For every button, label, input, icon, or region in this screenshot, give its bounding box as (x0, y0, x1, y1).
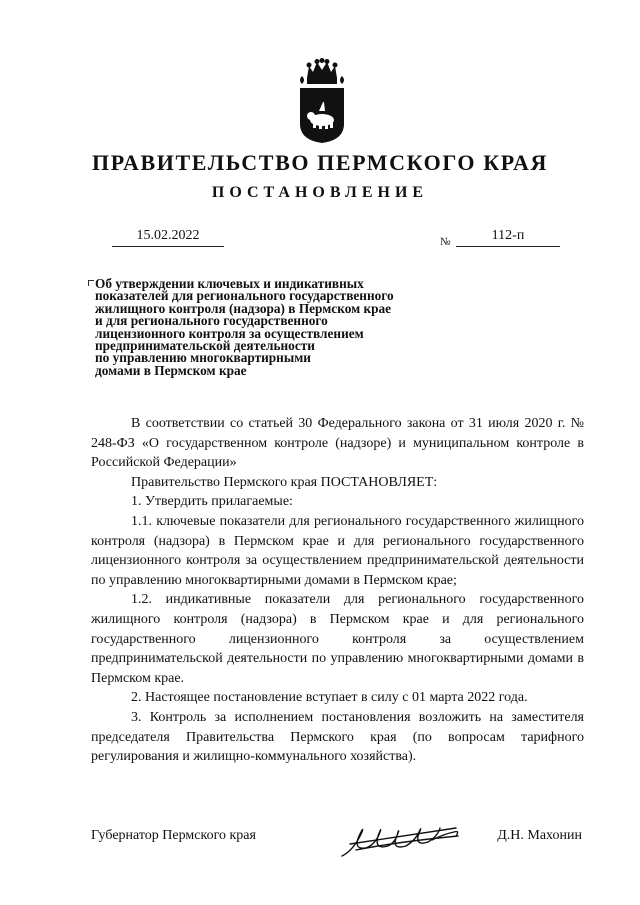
handwritten-signature-icon (336, 820, 466, 860)
subject-line: по управлению многоквартирными (95, 350, 311, 366)
document-body (91, 414, 584, 767)
body-paragraph: 1.1. ключевые показатели для регионального государственного жилищного контроля (надзора) в Пермском крае и для регионального государственного лицензионного контроля за осуществлением предпринимательской деятельности по управлению многоквартирными домами в Пермском крае; (91, 513, 584, 588)
subject-line: жилищного контроля (надзора) в Пермском крае (95, 300, 392, 316)
body-paragraph: 1. Утвердить прилагаемые: (131, 494, 293, 510)
document-date (112, 228, 224, 247)
document-subject (95, 278, 455, 377)
subject-line: и для регионального государственного (95, 313, 328, 329)
body-paragraph: 3. Контроль за исполнением постановления возложить на заместителя председателя Правительства Пермского края (по вопросам тарифного регулирования и жилищно-коммунального хозяйства). (91, 709, 584, 765)
subject-corner-mark (88, 280, 94, 286)
body-paragraph: В соответствии со статьей 30 Федерального закона от 31 июля 2020 г. № 248-ФЗ «О государственном контроле (надзоре) и муниципальном контроле в Российской Федерации» (91, 416, 584, 471)
document-number (456, 228, 560, 247)
number-label: № (440, 236, 451, 248)
body-paragraph: 1.2. индикативные показатели для регионального государственного жилищного контроля (надзора) в Пермском крае и для регионального государственного лицензионного контроля за осуществлением предпринимательской деятельности по управлению многоквартирными домами в Пермском крае. (91, 592, 584, 686)
subject-line: Об утверждении ключевых и индикативных (95, 276, 364, 291)
signer-name: Д.Н. Махонин (497, 828, 582, 843)
subject-line: показателей для регионального государственного (95, 288, 394, 304)
body-paragraph: 2. Настоящее постановление вступает в силу с 01 марта 2022 года. (131, 690, 528, 706)
date-underline (112, 246, 224, 247)
coat-of-arms-icon (296, 58, 348, 144)
subject-line: предпринимательской деятельности (95, 338, 315, 354)
document-type: ПОСТАНОВЛЕНИЕ (211, 184, 429, 201)
subject-line: лицензионного контроля за осуществлением (95, 325, 364, 341)
signature-block (0, 820, 640, 864)
government-title: ПРАВИТЕЛЬСТВО ПЕРМСКОГО КРАЯ (92, 150, 548, 175)
number-underline (456, 246, 560, 247)
signer-position: Губернатор Пермского края (91, 828, 256, 843)
subject-line: домами в Пермском крае (95, 362, 247, 378)
date-value: 15.02.2022 (136, 228, 200, 243)
body-paragraph: Правительство Пермского края ПОСТАНОВЛЯЕТ: (131, 474, 438, 490)
number-value: 112-п (491, 228, 525, 243)
